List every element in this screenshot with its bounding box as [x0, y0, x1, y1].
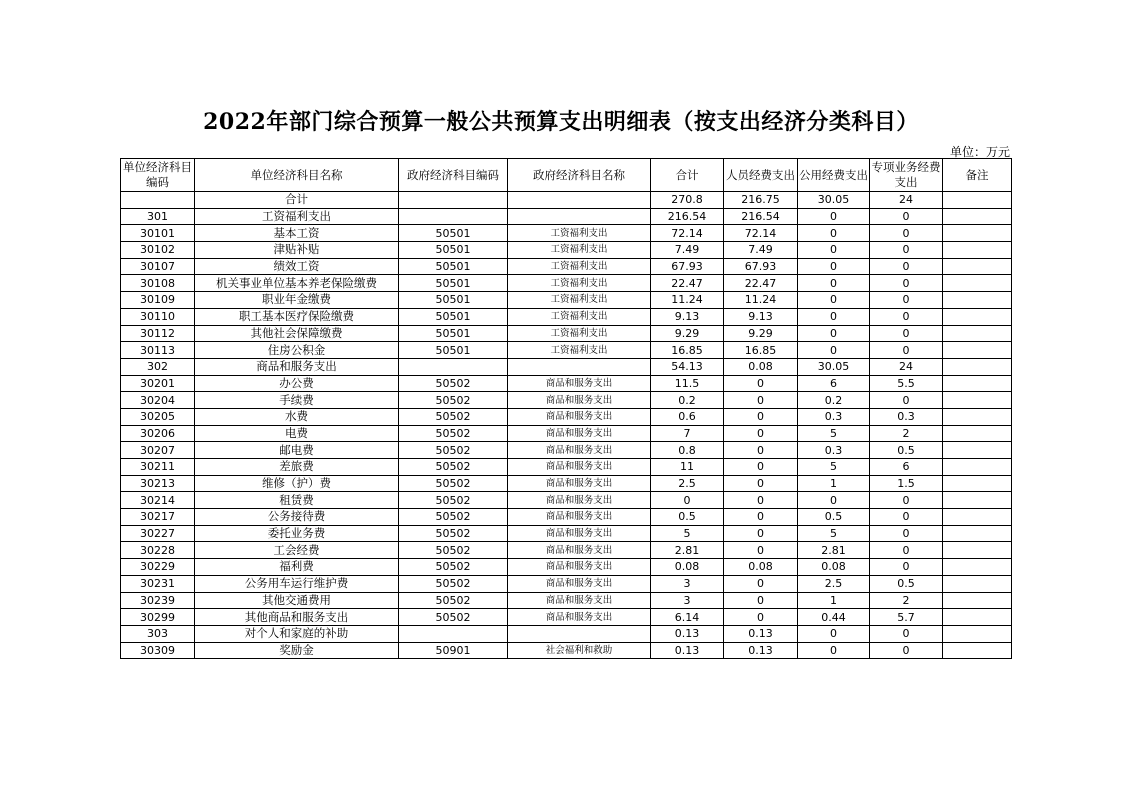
special-cell: 0: [870, 308, 943, 325]
econ-name-cell: 手续费: [195, 392, 399, 409]
total-cell: 0.5: [651, 509, 724, 526]
remark-cell: [943, 408, 1012, 425]
gov-code-cell: 50502: [399, 559, 508, 576]
personnel-cell: 67.93: [724, 258, 798, 275]
gov-name-cell: 社会福利和救助: [508, 642, 651, 659]
econ-code-cell: 30204: [121, 392, 195, 409]
table-row: [121, 275, 1012, 292]
remark-cell: [943, 275, 1012, 292]
public-cell: 0: [798, 258, 870, 275]
econ-code-cell: 30102: [121, 242, 195, 259]
total-cell: 9.29: [651, 325, 724, 342]
table-row: [121, 625, 1012, 642]
econ-code-cell: 30112: [121, 325, 195, 342]
special-cell: 0: [870, 542, 943, 559]
econ-code-cell: 30213: [121, 475, 195, 492]
special-cell: 0: [870, 208, 943, 225]
gov-code-cell: 50501: [399, 292, 508, 309]
public-cell: 0: [798, 492, 870, 509]
table-row: [121, 642, 1012, 659]
table-row: [121, 459, 1012, 476]
remark-cell: [943, 258, 1012, 275]
econ-code-cell: 30229: [121, 559, 195, 576]
gov-name-cell: 商品和服务支出: [508, 425, 651, 442]
special-cell: 0: [870, 492, 943, 509]
special-cell: 0.5: [870, 575, 943, 592]
econ-name-cell: 其他交通费用: [195, 592, 399, 609]
public-cell: 0: [798, 275, 870, 292]
remark-cell: [943, 525, 1012, 542]
special-cell: 0: [870, 275, 943, 292]
total-cell: 0.08: [651, 559, 724, 576]
econ-name-cell: 职工基本医疗保险缴费: [195, 308, 399, 325]
personnel-cell: 72.14: [724, 225, 798, 242]
public-cell: 1: [798, 475, 870, 492]
personnel-cell: 0: [724, 392, 798, 409]
econ-name-cell: 工资福利支出: [195, 208, 399, 225]
econ-code-cell: 30299: [121, 609, 195, 626]
total-cell: 11: [651, 459, 724, 476]
table-row: [121, 375, 1012, 392]
header-row: [121, 159, 1012, 192]
special-cell: 0.3: [870, 408, 943, 425]
remark-cell: [943, 509, 1012, 526]
gov-name-cell: 工资福利支出: [508, 342, 651, 359]
public-cell: 0: [798, 642, 870, 659]
public-cell: 0.2: [798, 392, 870, 409]
public-cell: 0: [798, 325, 870, 342]
total-cell: 2.81: [651, 542, 724, 559]
gov-code-cell: 50501: [399, 342, 508, 359]
gov-code-cell: [399, 358, 508, 375]
table-row: [121, 225, 1012, 242]
remark-cell: [943, 609, 1012, 626]
gov-name-cell: 工资福利支出: [508, 258, 651, 275]
personnel-cell: 0: [724, 442, 798, 459]
econ-code-cell: 302: [121, 358, 195, 375]
table-row: [121, 358, 1012, 375]
public-cell: 5: [798, 425, 870, 442]
gov-code-cell: 50502: [399, 525, 508, 542]
remark-cell: [943, 358, 1012, 375]
personnel-cell: 0: [724, 575, 798, 592]
remark-cell: [943, 559, 1012, 576]
special-cell: 5.5: [870, 375, 943, 392]
public-cell: 0: [798, 242, 870, 259]
remark-cell: [943, 459, 1012, 476]
header-cell: 合计: [651, 159, 724, 192]
special-cell: 0: [870, 242, 943, 259]
public-cell: 0: [798, 625, 870, 642]
table-row: [121, 208, 1012, 225]
gov-code-cell: 50501: [399, 325, 508, 342]
special-cell: 0: [870, 392, 943, 409]
remark-cell: [943, 442, 1012, 459]
special-cell: 0: [870, 225, 943, 242]
special-cell: 24: [870, 192, 943, 209]
page-title: 2022年部门综合预算一般公共预算支出明细表（按支出经济分类科目）: [203, 109, 919, 135]
econ-code-cell: 303: [121, 625, 195, 642]
econ-code-cell: 30214: [121, 492, 195, 509]
econ-name-cell: 工会经费: [195, 542, 399, 559]
econ-code-cell: 30228: [121, 542, 195, 559]
public-cell: 0.5: [798, 509, 870, 526]
econ-code-cell: 301: [121, 208, 195, 225]
header-cell: 单位经济科目名称: [195, 159, 399, 192]
gov-name-cell: 工资福利支出: [508, 308, 651, 325]
table-row: [121, 258, 1012, 275]
personnel-cell: 16.85: [724, 342, 798, 359]
econ-name-cell: 差旅费: [195, 459, 399, 476]
gov-code-cell: 50501: [399, 308, 508, 325]
econ-name-cell: 公务接待费: [195, 509, 399, 526]
econ-code-cell: 30239: [121, 592, 195, 609]
remark-cell: [943, 308, 1012, 325]
econ-name-cell: 邮电费: [195, 442, 399, 459]
personnel-cell: 22.47: [724, 275, 798, 292]
gov-name-cell: [508, 625, 651, 642]
total-cell: 3: [651, 592, 724, 609]
total-cell: 22.47: [651, 275, 724, 292]
gov-code-cell: 50502: [399, 609, 508, 626]
table-row: [121, 292, 1012, 309]
table-row: [121, 575, 1012, 592]
gov-name-cell: 商品和服务支出: [508, 559, 651, 576]
gov-name-cell: 工资福利支出: [508, 242, 651, 259]
personnel-cell: 216.75: [724, 192, 798, 209]
gov-name-cell: 工资福利支出: [508, 225, 651, 242]
table-row: [121, 525, 1012, 542]
gov-code-cell: [399, 192, 508, 209]
total-cell: 6.14: [651, 609, 724, 626]
header-cell: 政府经济科目编码: [399, 159, 508, 192]
gov-name-cell: 商品和服务支出: [508, 609, 651, 626]
econ-name-cell: 机关事业单位基本养老保险缴费: [195, 275, 399, 292]
total-cell: 0.13: [651, 642, 724, 659]
econ-code-cell: 30101: [121, 225, 195, 242]
table-row: [121, 408, 1012, 425]
public-cell: 30.05: [798, 192, 870, 209]
personnel-cell: 0.13: [724, 625, 798, 642]
gov-code-cell: 50901: [399, 642, 508, 659]
unit-label: 单位：万元: [949, 145, 1010, 159]
econ-name-cell: 合计: [195, 192, 399, 209]
econ-code-cell: 30207: [121, 442, 195, 459]
public-cell: 0: [798, 208, 870, 225]
econ-name-cell: 维修（护）费: [195, 475, 399, 492]
special-cell: 0: [870, 292, 943, 309]
total-cell: 216.54: [651, 208, 724, 225]
gov-code-cell: [399, 208, 508, 225]
personnel-cell: 0: [724, 475, 798, 492]
remark-cell: [943, 475, 1012, 492]
special-cell: 6: [870, 459, 943, 476]
gov-name-cell: [508, 208, 651, 225]
table-row: [121, 342, 1012, 359]
econ-name-cell: 其他社会保障缴费: [195, 325, 399, 342]
public-cell: 6: [798, 375, 870, 392]
econ-code-cell: 30205: [121, 408, 195, 425]
remark-cell: [943, 492, 1012, 509]
gov-name-cell: 商品和服务支出: [508, 575, 651, 592]
gov-code-cell: 50502: [399, 475, 508, 492]
table-row: [121, 542, 1012, 559]
econ-code-cell: 30206: [121, 425, 195, 442]
total-cell: 16.85: [651, 342, 724, 359]
personnel-cell: 0: [724, 375, 798, 392]
remark-cell: [943, 642, 1012, 659]
gov-name-cell: 商品和服务支出: [508, 442, 651, 459]
header-cell: 公用经费支出: [798, 159, 870, 192]
econ-code-cell: 30107: [121, 258, 195, 275]
public-cell: 5: [798, 459, 870, 476]
remark-cell: [943, 425, 1012, 442]
econ-name-cell: 基本工资: [195, 225, 399, 242]
total-cell: 11.5: [651, 375, 724, 392]
table-row: [121, 308, 1012, 325]
econ-code-cell: 30309: [121, 642, 195, 659]
gov-code-cell: 50501: [399, 275, 508, 292]
public-cell: 0: [798, 292, 870, 309]
econ-name-cell: 对个人和家庭的补助: [195, 625, 399, 642]
header-cell: 备注: [943, 159, 1012, 192]
public-cell: 2.81: [798, 542, 870, 559]
table-row: [121, 509, 1012, 526]
gov-name-cell: 工资福利支出: [508, 292, 651, 309]
table-row: [121, 425, 1012, 442]
personnel-cell: 9.13: [724, 308, 798, 325]
gov-code-cell: 50502: [399, 492, 508, 509]
econ-code-cell: 30109: [121, 292, 195, 309]
personnel-cell: 0.08: [724, 358, 798, 375]
total-cell: 67.93: [651, 258, 724, 275]
personnel-cell: 11.24: [724, 292, 798, 309]
econ-code-cell: 30110: [121, 308, 195, 325]
header-cell: 政府经济科目名称: [508, 159, 651, 192]
personnel-cell: 7.49: [724, 242, 798, 259]
total-cell: 0: [651, 492, 724, 509]
total-cell: 3: [651, 575, 724, 592]
gov-code-cell: 50502: [399, 425, 508, 442]
personnel-cell: 216.54: [724, 208, 798, 225]
remark-cell: [943, 592, 1012, 609]
total-cell: 5: [651, 525, 724, 542]
personnel-cell: 0: [724, 408, 798, 425]
gov-name-cell: 商品和服务支出: [508, 408, 651, 425]
total-cell: 0.8: [651, 442, 724, 459]
gov-code-cell: 50502: [399, 408, 508, 425]
public-cell: 1: [798, 592, 870, 609]
personnel-cell: 0: [724, 525, 798, 542]
header-cell: 人员经费支出: [724, 159, 798, 192]
public-cell: 0: [798, 308, 870, 325]
total-cell: 7.49: [651, 242, 724, 259]
gov-code-cell: 50502: [399, 542, 508, 559]
gov-code-cell: 50502: [399, 442, 508, 459]
gov-name-cell: 商品和服务支出: [508, 475, 651, 492]
econ-name-cell: 租赁费: [195, 492, 399, 509]
public-cell: 5: [798, 525, 870, 542]
econ-code-cell: 30201: [121, 375, 195, 392]
total-cell: 0.13: [651, 625, 724, 642]
header-cell: 单位经济科目编码: [121, 159, 195, 192]
gov-name-cell: 商品和服务支出: [508, 592, 651, 609]
econ-name-cell: 办公费: [195, 375, 399, 392]
special-cell: 5.7: [870, 609, 943, 626]
total-cell: 0.2: [651, 392, 724, 409]
gov-name-cell: 商品和服务支出: [508, 459, 651, 476]
public-cell: 0.3: [798, 408, 870, 425]
table-row: [121, 392, 1012, 409]
public-cell: 0.44: [798, 609, 870, 626]
personnel-cell: 0: [724, 609, 798, 626]
public-cell: 2.5: [798, 575, 870, 592]
special-cell: 24: [870, 358, 943, 375]
remark-cell: [943, 392, 1012, 409]
gov-code-cell: 50502: [399, 392, 508, 409]
gov-name-cell: 商品和服务支出: [508, 375, 651, 392]
remark-cell: [943, 375, 1012, 392]
econ-name-cell: 商品和服务支出: [195, 358, 399, 375]
econ-code-cell: [121, 192, 195, 209]
personnel-cell: 0: [724, 492, 798, 509]
remark-cell: [943, 225, 1012, 242]
header-cell: 专项业务经费支出: [870, 159, 943, 192]
special-cell: 0: [870, 642, 943, 659]
public-cell: 0: [798, 225, 870, 242]
remark-cell: [943, 625, 1012, 642]
total-cell: 11.24: [651, 292, 724, 309]
gov-name-cell: 商品和服务支出: [508, 525, 651, 542]
total-cell: 9.13: [651, 308, 724, 325]
econ-name-cell: 其他商品和服务支出: [195, 609, 399, 626]
remark-cell: [943, 208, 1012, 225]
special-cell: 0: [870, 509, 943, 526]
personnel-cell: 0.13: [724, 642, 798, 659]
special-cell: 0: [870, 525, 943, 542]
gov-name-cell: 商品和服务支出: [508, 492, 651, 509]
special-cell: 0: [870, 342, 943, 359]
gov-code-cell: [399, 625, 508, 642]
econ-name-cell: 津贴补贴: [195, 242, 399, 259]
special-cell: 2: [870, 592, 943, 609]
gov-code-cell: 50502: [399, 592, 508, 609]
table-row: [121, 609, 1012, 626]
econ-code-cell: 30217: [121, 509, 195, 526]
remark-cell: [943, 342, 1012, 359]
gov-code-cell: 50502: [399, 575, 508, 592]
personnel-cell: 0: [724, 425, 798, 442]
econ-code-cell: 30227: [121, 525, 195, 542]
personnel-cell: 0: [724, 592, 798, 609]
special-cell: 0: [870, 559, 943, 576]
remark-cell: [943, 242, 1012, 259]
remark-cell: [943, 542, 1012, 559]
special-cell: 0: [870, 625, 943, 642]
econ-code-cell: 30211: [121, 459, 195, 476]
total-cell: 2.5: [651, 475, 724, 492]
gov-name-cell: [508, 358, 651, 375]
total-cell: 270.8: [651, 192, 724, 209]
total-cell: 0.6: [651, 408, 724, 425]
gov-name-cell: 工资福利支出: [508, 325, 651, 342]
econ-name-cell: 水费: [195, 408, 399, 425]
econ-name-cell: 福利费: [195, 559, 399, 576]
total-cell: 72.14: [651, 225, 724, 242]
gov-code-cell: 50501: [399, 242, 508, 259]
gov-code-cell: 50502: [399, 459, 508, 476]
remark-cell: [943, 325, 1012, 342]
econ-name-cell: 绩效工资: [195, 258, 399, 275]
table-row: [121, 492, 1012, 509]
remark-cell: [943, 292, 1012, 309]
gov-name-cell: [508, 192, 651, 209]
remark-cell: [943, 192, 1012, 209]
econ-name-cell: 职业年金缴费: [195, 292, 399, 309]
special-cell: 0: [870, 258, 943, 275]
gov-name-cell: 商品和服务支出: [508, 392, 651, 409]
econ-name-cell: 公务用车运行维护费: [195, 575, 399, 592]
public-cell: 0.08: [798, 559, 870, 576]
econ-code-cell: 30113: [121, 342, 195, 359]
econ-name-cell: 电费: [195, 425, 399, 442]
personnel-cell: 0: [724, 459, 798, 476]
remark-cell: [943, 575, 1012, 592]
public-cell: 0: [798, 342, 870, 359]
special-cell: 0.5: [870, 442, 943, 459]
table-row: [121, 592, 1012, 609]
gov-code-cell: 50502: [399, 509, 508, 526]
econ-name-cell: 奖励金: [195, 642, 399, 659]
gov-name-cell: 商品和服务支出: [508, 542, 651, 559]
econ-name-cell: 委托业务费: [195, 525, 399, 542]
special-cell: 2: [870, 425, 943, 442]
budget-table: [120, 158, 1012, 659]
econ-name-cell: 住房公积金: [195, 342, 399, 359]
special-cell: 1.5: [870, 475, 943, 492]
table-row: [121, 442, 1012, 459]
table-row: [121, 559, 1012, 576]
gov-code-cell: 50501: [399, 225, 508, 242]
gov-name-cell: 商品和服务支出: [508, 509, 651, 526]
table-row: [121, 475, 1012, 492]
table-row: [121, 325, 1012, 342]
special-cell: 0: [870, 325, 943, 342]
econ-code-cell: 30231: [121, 575, 195, 592]
public-cell: 30.05: [798, 358, 870, 375]
econ-code-cell: 30108: [121, 275, 195, 292]
table-row: [121, 242, 1012, 259]
personnel-cell: 0: [724, 509, 798, 526]
table-row: [121, 192, 1012, 209]
personnel-cell: 9.29: [724, 325, 798, 342]
gov-code-cell: 50501: [399, 258, 508, 275]
personnel-cell: 0: [724, 542, 798, 559]
total-cell: 7: [651, 425, 724, 442]
gov-code-cell: 50502: [399, 375, 508, 392]
public-cell: 0.3: [798, 442, 870, 459]
personnel-cell: 0.08: [724, 559, 798, 576]
total-cell: 54.13: [651, 358, 724, 375]
gov-name-cell: 工资福利支出: [508, 275, 651, 292]
